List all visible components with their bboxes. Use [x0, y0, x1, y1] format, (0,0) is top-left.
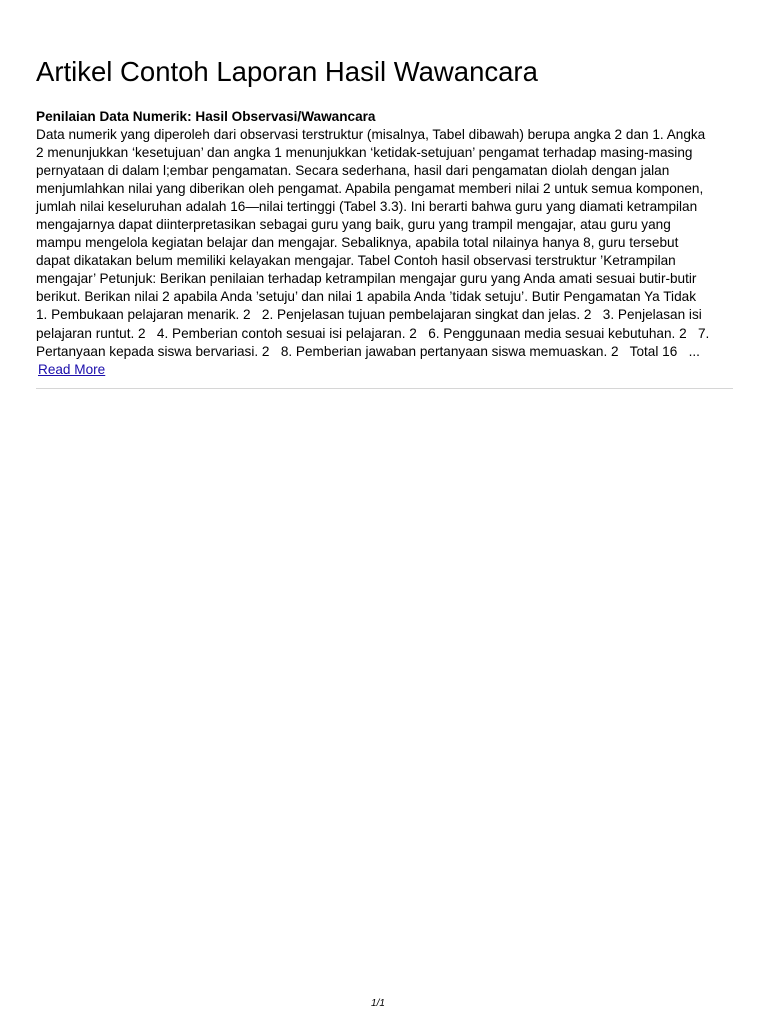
page-title: Artikel Contoh Laporan Hasil Wawancara: [36, 56, 538, 87]
article-body-line: 1. Pembukaan pelajaran menarik. 2 2. Penjelasan tujuan pembelajaran singkat dan jelas. 2 3. Penjelasan isi: [36, 307, 702, 323]
read-more-link[interactable]: Read More: [38, 361, 106, 377]
article-body-line: Pertanyaan kepada siswa bervariasi. 2 8. Pemberian jawaban pertanyaan siswa memuaskan. 2 Total 16 ...: [36, 343, 700, 359]
article-body-line: mengajar’ Petunjuk: Berikan penilaian terhadap ketrampilan mengajar guru yang Anda amati sesuai butir-butir: [36, 271, 697, 287]
page-number: 1/1: [371, 998, 385, 1009]
article-body-line: mampu mengelola kegiatan belajar dan mengajar. Sebaliknya, apabila total nilainya hanya 8, guru tersebut: [36, 235, 679, 251]
article-body-line: dapat dikatakan belum memiliki kelayakan mengajar. Tabel Contoh hasil observasi terstruktur ’Ketrampilan: [36, 253, 676, 269]
article-body-line: berikut. Berikan nilai 2 apabila Anda ’setuju’ dan nilai 1 apabila Anda ’tidak setuju’. Butir Pengamatan Ya Tidak: [36, 289, 696, 305]
article-section: [36, 108, 762, 379]
article-body-line: 2 menunjukkan ‘kesetujuan’ dan angka 1 menunjukkan ‘ketidak-setujuan’ pengamat terhadap masing-masing: [36, 145, 693, 161]
article-body-line: pelajaran runtut. 2 4. Pemberian contoh sesuai isi pelajaran. 2 6. Penggunaan media sesuai kebutuhan. 2 7.: [36, 325, 710, 341]
article-body: [36, 126, 762, 361]
article-body-line: menjumlahkan nilai yang diberikan oleh pengamat. Apabila pengamat memberi nilai 2 untuk semua komponen,: [36, 181, 704, 197]
section-divider: [36, 388, 733, 389]
article-body-line: Data numerik yang diperoleh dari observasi terstruktur (misalnya, Tabel dibawah) berupa angka 2 dan 1. Angka: [36, 127, 706, 142]
article-heading: Penilaian Data Numerik: Hasil Observasi/Wawancara: [36, 109, 376, 124]
article-body-line: jumlah nilai keseluruhan adalah 16—nilai tertinggi (Tabel 3.3). Ini berarti bahwa guru yang diamati ketrampilan: [36, 199, 698, 215]
article-body-line: mengajarnya dapat diinterpretasikan sebagai guru yang baik, guru yang trampil mengajar, atau guru yang: [36, 217, 671, 233]
article-body-line: pernyataan di dalam l;embar pengamatan. Secara sederhana, hasil dari pengamatan diolah dengan jalan: [36, 163, 670, 179]
